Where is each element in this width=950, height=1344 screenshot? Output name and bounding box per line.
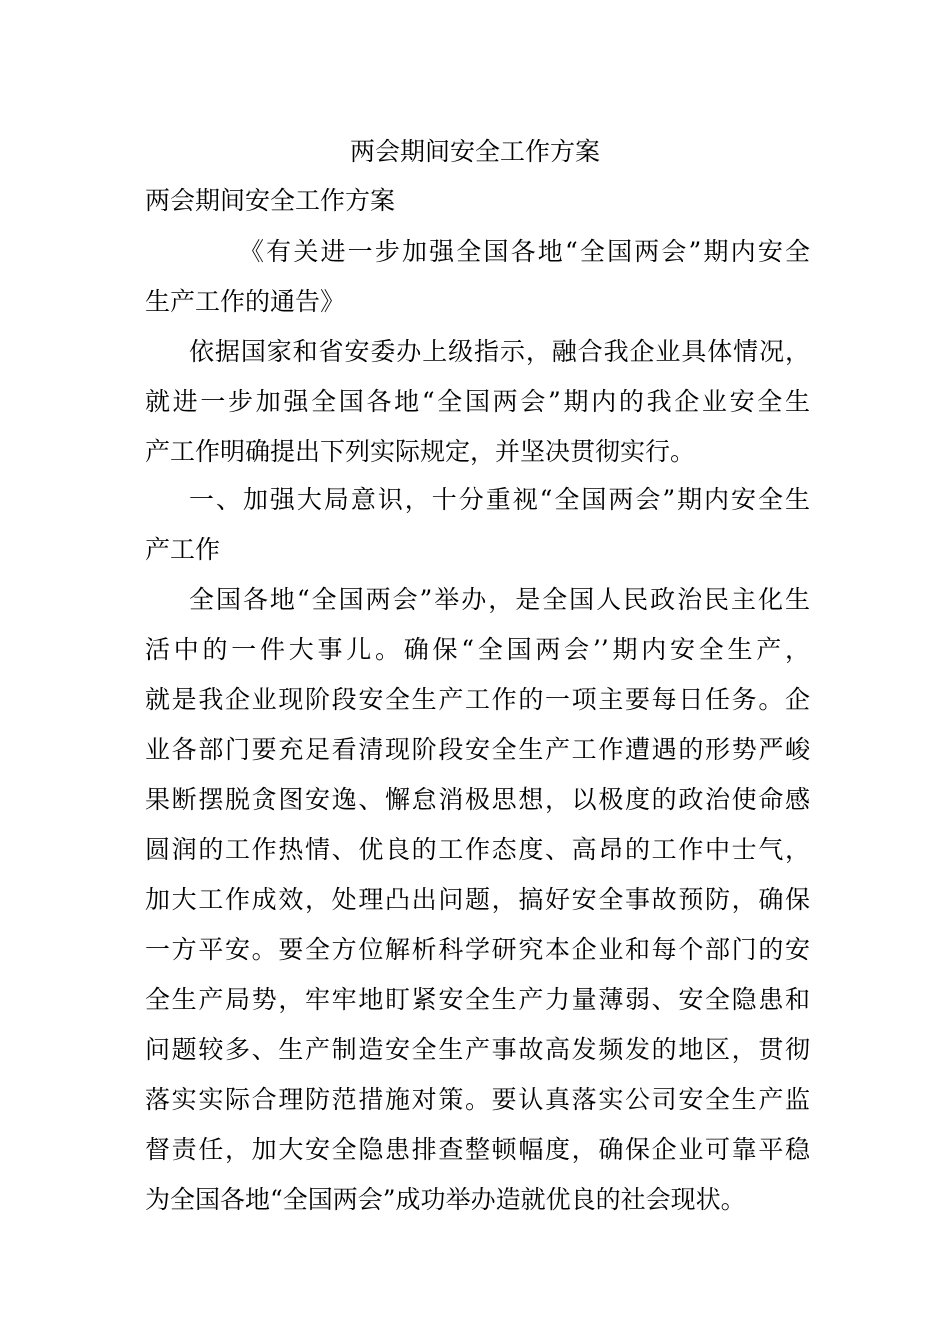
intro-line-2: 就进一步加强全国各地“全国两会”期内的我企业安全生 (145, 387, 810, 416)
intro-line-3: 产工作明确提出下列实际规定，并坚决贯彻实行。 (145, 437, 696, 466)
section1-heading-line-2: 产工作 (145, 535, 221, 564)
section1-heading-line-1: 一、加强大局意识，十分重视“全国两会”期内安全生 (189, 485, 810, 514)
section1-body-line-5: 果断摆脱贪图安逸、懈怠消极思想，以极度的政治使命感 (145, 785, 810, 814)
section1-body-line-1: 全国各地“全国两会”举办，是全国人民政治民主化生 (189, 585, 810, 614)
section1-body-line-10: 问题较多、生产制造安全生产事故高发频发的地区，贯彻 (145, 1035, 810, 1064)
section1-body-line-7: 加大工作成效，处理凸出问题，搞好安全事故预防，确保 (145, 885, 810, 914)
section1-body-line-12: 督责任，加大安全隐患排查整顿幅度，确保企业可靠平稳 (145, 1135, 810, 1164)
section1-body-line-2: 活中的一件大事儿。确保“全国两会’’期内安全生产， (145, 635, 810, 664)
section1-body-line-4: 业各部门要充足看清现阶段安全生产工作遭遇的形势严峻 (145, 735, 810, 764)
section1-body-line-3: 就是我企业现阶段安全生产工作的一项主要每日任务。企 (145, 685, 810, 714)
section1-body-line-8: 一方平安。要全方位解析科学研究本企业和每个部门的安 (145, 935, 810, 964)
section1-body-line-11: 落实实际合理防范措施对策。要认真落实公司安全生产监 (145, 1085, 810, 1114)
section1-body (145, 575, 810, 1225)
section1-body-line-9: 全生产局势，牢牢地盯紧安全生产力量薄弱、安全隐患和 (145, 985, 810, 1014)
section1-body-line-13: 为全国各地“全国两会”成功举办造就优良的社会现状。 (145, 1185, 746, 1214)
document-subtitle: 两会期间安全工作方案 (145, 186, 396, 215)
intro-paragraph (145, 327, 810, 477)
notice-title-line-1: 《有关进一步加强全国各地“全国两会”期内安全 (239, 237, 810, 266)
notice-title-line-2: 生产工作的通告》 (145, 287, 346, 316)
section1-heading (145, 475, 810, 575)
section1-body-line-6: 圆润的工作热情、优良的工作态度、高昂的工作中士气， (145, 835, 810, 864)
notice-title (145, 227, 810, 327)
intro-line-1: 依据国家和省安委办上级指示，融合我企业具体情况， (189, 337, 810, 366)
document-title: 两会期间安全工作方案 (349, 137, 600, 166)
